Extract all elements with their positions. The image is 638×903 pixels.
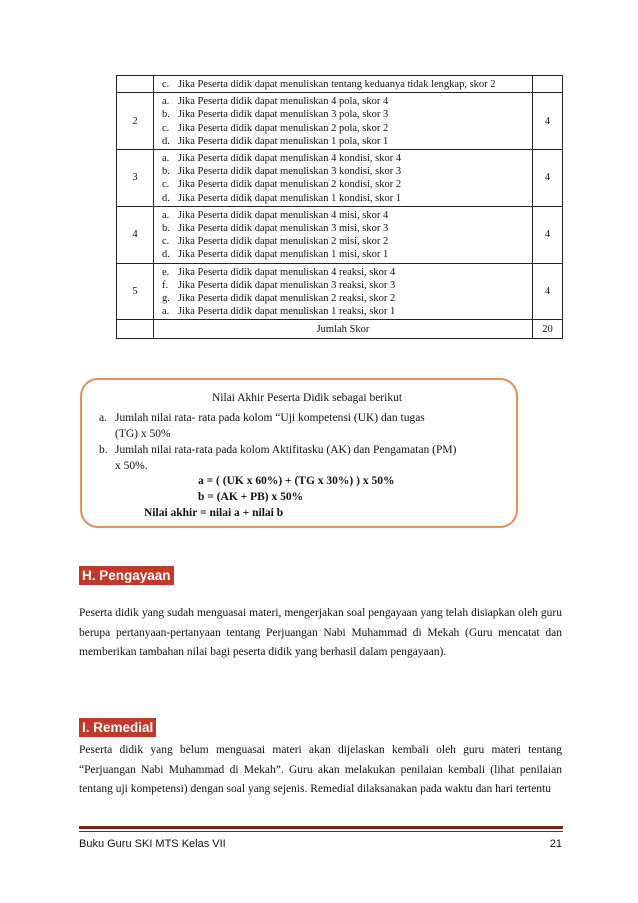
rubric-row-criteria <box>154 150 533 207</box>
item-line1: Jumlah nilai rata- rata pada kolom “Uji kompetensi (UK) dan tugas <box>115 412 425 424</box>
criterion-item <box>162 209 532 222</box>
rubric-row-number <box>117 76 154 93</box>
item-letter: b. <box>99 444 108 456</box>
section-h-heading: H. Pengayaan <box>79 566 174 585</box>
criterion-text: Jika Peserta didik dapat menuliskan 2 pola, skor 2 <box>178 122 389 134</box>
criterion-letter: b. <box>162 109 170 121</box>
rubric-row-number: 5 <box>117 263 154 320</box>
criterion-letter: c. <box>162 122 170 134</box>
criterion-letter: d. <box>162 192 170 204</box>
rubric-row-score: 4 <box>533 206 563 263</box>
formula-a: a = ( (UK x 60%) + (TG x 30%) ) x 50% <box>198 475 395 487</box>
item-line1: Jumlah nilai rata-rata pada kolom Aktifitasku (AK) dan Pengamatan (PM) <box>115 444 457 456</box>
criterion-text: Jika Peserta didik dapat menuliskan 3 pola, skor 3 <box>178 109 389 121</box>
criterion-text: Jika Peserta didik dapat menuliskan 4 misi, skor 4 <box>178 209 389 221</box>
criterion-item <box>162 122 532 135</box>
criterion-text: Jika Peserta didik dapat menuliskan 1 pola, skor 1 <box>178 135 389 147</box>
total-value: 20 <box>533 320 563 339</box>
rubric-row-criteria <box>154 93 533 150</box>
rubric-row <box>117 150 563 207</box>
item-letter: a. <box>99 412 107 424</box>
criterion-text: Jika Peserta didik dapat menuliskan 2 reaksi, skor 2 <box>178 293 396 305</box>
rubric-row-score: 4 <box>533 263 563 320</box>
criterion-letter: c. <box>162 79 170 90</box>
footer-book-title: Buku Guru SKI MTS Kelas VII <box>79 838 226 850</box>
footer-rule-thin <box>79 831 563 832</box>
criterion-text: Jika Peserta didik dapat menuliskan 3 kondisi, skor 3 <box>178 166 402 178</box>
criterion-item <box>162 135 532 148</box>
criterion-letter: a. <box>162 153 170 165</box>
criterion-item <box>162 235 532 248</box>
rubric-row-criteria <box>154 206 533 263</box>
item-line2: (TG) x 50% <box>115 428 171 440</box>
criterion-item <box>162 222 532 235</box>
footer-rule-thick <box>79 826 563 829</box>
criterion-item <box>162 279 532 292</box>
section-i-body: Peserta didik yang belum menguasai materi akan dijelaskan kembali oleh guru materi tentang “Perjuangan Nabi Muhammad di Mekah”. Guru akan melakukan penilaian kembali (lihat penilaian tentang uji kompetensi) dengan soal yang sejenis. Remedial dilaksanakan pada waktu dan hari tertentu <box>79 744 562 795</box>
rubric-row-criteria <box>154 76 533 93</box>
rubric-row <box>117 206 563 263</box>
formula-b: b = (AK + PB) x 50% <box>198 491 304 503</box>
footer-page-number: 21 <box>549 838 562 850</box>
criterion-text: Jika Peserta didik dapat menuliskan tentang keduanya tidak lengkap, skor 2 <box>178 79 496 90</box>
rubric-row-score: 4 <box>533 93 563 150</box>
criterion-item <box>162 165 532 178</box>
final-score-box <box>80 378 518 528</box>
formula-final: Nilai akhir = nilai a + nilai b <box>144 507 284 519</box>
criterion-text: Jika Peserta didik dapat menuliskan 1 misi, skor 1 <box>178 249 389 261</box>
criterion-letter: b. <box>162 223 170 235</box>
criterion-item <box>162 248 532 261</box>
criterion-text: Jika Peserta didik dapat menuliskan 1 reaksi, skor 1 <box>178 306 396 318</box>
criterion-letter: c. <box>162 236 170 248</box>
final-score-title: Nilai Akhir Peserta Didik sebagai berikut <box>212 392 403 404</box>
criterion-letter: f. <box>162 279 169 291</box>
criterion-item <box>162 95 532 108</box>
criterion-item <box>162 305 532 318</box>
rubric-row-score <box>533 76 563 93</box>
criterion-item <box>162 152 532 165</box>
criterion-letter: d. <box>162 135 170 147</box>
rubric-row-number: 4 <box>117 206 154 263</box>
criterion-letter: a. <box>162 306 170 318</box>
section-i-heading: I. Remedial <box>79 718 156 737</box>
final-score-item-a <box>99 410 509 442</box>
criterion-item <box>162 266 532 279</box>
criterion-text: Jika Peserta didik dapat menuliskan 4 kondisi, skor 4 <box>178 153 402 165</box>
criterion-item <box>162 192 532 205</box>
rubric-row <box>117 76 563 93</box>
rubric-row <box>117 263 563 320</box>
criterion-text: Jika Peserta didik dapat menuliskan 4 reaksi, skor 4 <box>178 266 396 278</box>
criterion-text: Jika Peserta didik dapat menuliskan 2 kondisi, skor 2 <box>178 179 402 191</box>
total-row <box>117 320 563 339</box>
criterion-letter: g. <box>162 293 170 305</box>
item-line2: x 50%. <box>115 460 148 472</box>
final-score-item-b <box>99 442 509 474</box>
criterion-item <box>162 78 532 91</box>
criterion-letter: c. <box>162 179 170 191</box>
criterion-letter: b. <box>162 166 170 178</box>
total-empty-cell <box>117 320 154 339</box>
criterion-letter: a. <box>162 96 170 108</box>
rubric-row-number: 3 <box>117 150 154 207</box>
criterion-text: Jika Peserta didik dapat menuliskan 1 kondisi, skor 1 <box>178 192 402 204</box>
criterion-text: Jika Peserta didik dapat menuliskan 3 reaksi, skor 3 <box>178 279 396 291</box>
criterion-item <box>162 178 532 191</box>
criterion-letter: d. <box>162 249 170 261</box>
criterion-item <box>162 292 532 305</box>
rubric-row-number: 2 <box>117 93 154 150</box>
scoring-rubric-table <box>116 75 563 339</box>
criterion-text: Jika Peserta didik dapat menuliskan 4 pola, skor 4 <box>178 96 389 108</box>
criterion-letter: a. <box>162 209 170 221</box>
rubric-row-criteria <box>154 263 533 320</box>
rubric-row-score: 4 <box>533 150 563 207</box>
total-label: Jumlah Skor <box>154 320 533 339</box>
section-h-body: Peserta didik yang sudah menguasai materi, mengerjakan soal pengayaan yang telah disiapkan oleh guru berupa pertanyaan-pertanyaan tentang Perjuangan Nabi Muhammad di Mekah (Guru mencatat dan memberikan tambahan nilai bagi peserta didik yang berhasil dalam pengayaan). <box>79 607 562 658</box>
rubric-row <box>117 93 563 150</box>
criterion-text: Jika Peserta didik dapat menuliskan 3 misi, skor 3 <box>178 223 389 235</box>
criterion-letter: e. <box>162 266 170 278</box>
criterion-text: Jika Peserta didik dapat menuliskan 2 misi, skor 2 <box>178 236 389 248</box>
criterion-item <box>162 108 532 121</box>
